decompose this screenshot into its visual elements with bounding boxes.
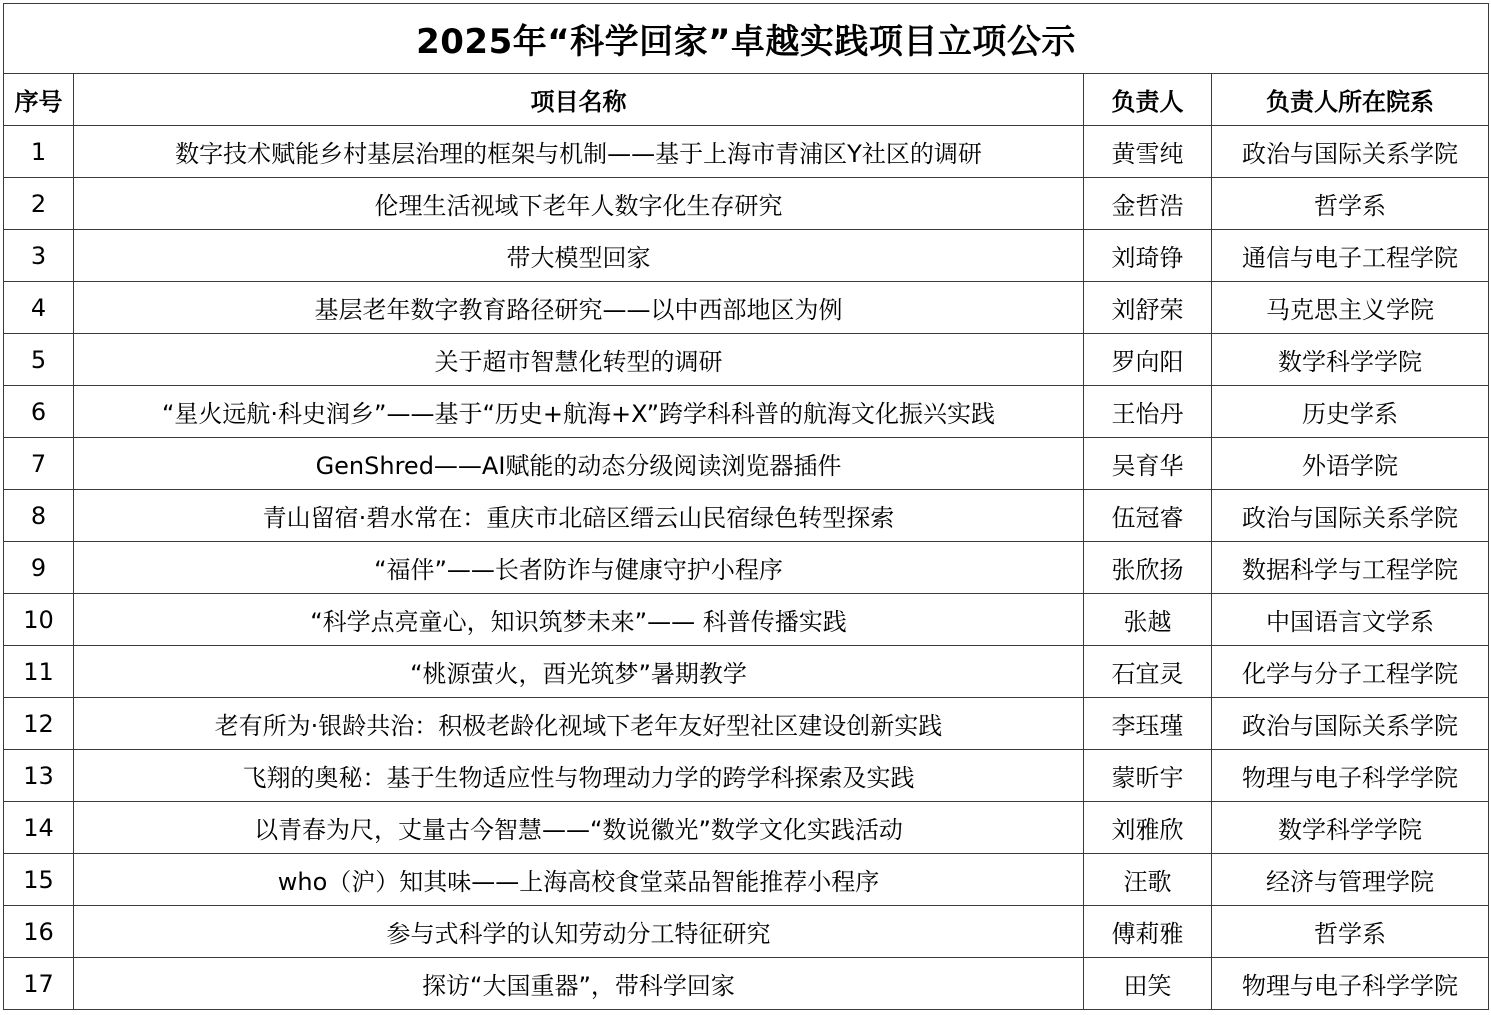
cell-no[interactable]: 6 xyxy=(4,386,74,438)
table-row xyxy=(4,802,1489,854)
cell-department[interactable]: 政治与国际关系学院 xyxy=(1212,698,1489,750)
table-row xyxy=(4,542,1489,594)
cell-department[interactable]: 历史学系 xyxy=(1212,386,1489,438)
project-table xyxy=(3,3,1489,1010)
cell-project-name[interactable]: “桃源萤火，酉光筑梦”暑期教学 xyxy=(74,646,1084,698)
cell-department[interactable]: 哲学系 xyxy=(1212,178,1489,230)
table-row xyxy=(4,490,1489,542)
cell-project-name[interactable]: 带大模型回家 xyxy=(74,230,1084,282)
cell-leader[interactable]: 张越 xyxy=(1084,594,1212,646)
cell-project-name[interactable]: 参与式科学的认知劳动分工特征研究 xyxy=(74,906,1084,958)
cell-project-name[interactable]: 青山留宿·碧水常在：重庆市北碚区缙云山民宿绿色转型探索 xyxy=(74,490,1084,542)
cell-project-name[interactable]: 老有所为·银龄共治：积极老龄化视域下老年友好型社区建设创新实践 xyxy=(74,698,1084,750)
table-title[interactable]: 2025年“科学回家”卓越实践项目立项公示 xyxy=(4,4,1489,74)
cell-no[interactable]: 3 xyxy=(4,230,74,282)
table-row xyxy=(4,230,1489,282)
cell-no[interactable]: 5 xyxy=(4,334,74,386)
cell-no[interactable]: 11 xyxy=(4,646,74,698)
cell-no[interactable]: 7 xyxy=(4,438,74,490)
cell-leader[interactable]: 吴育华 xyxy=(1084,438,1212,490)
cell-project-name[interactable]: “科学点亮童心，知识筑梦未来”—— 科普传播实践 xyxy=(74,594,1084,646)
cell-project-name[interactable]: 数字技术赋能乡村基层治理的框架与机制——基于上海市青浦区Y社区的调研 xyxy=(74,126,1084,178)
header-cell-no[interactable]: 序号 xyxy=(4,74,74,126)
cell-project-name[interactable]: 基层老年数字教育路径研究——以中西部地区为例 xyxy=(74,282,1084,334)
header-cell-department[interactable]: 负责人所在院系 xyxy=(1212,74,1489,126)
cell-no[interactable]: 4 xyxy=(4,282,74,334)
cell-leader[interactable]: 黄雪纯 xyxy=(1084,126,1212,178)
cell-leader[interactable]: 张欣扬 xyxy=(1084,542,1212,594)
table-row xyxy=(4,126,1489,178)
cell-leader[interactable]: 傅莉雅 xyxy=(1084,906,1212,958)
cell-leader[interactable]: 李珏瑾 xyxy=(1084,698,1212,750)
cell-department[interactable]: 外语学院 xyxy=(1212,438,1489,490)
header-row xyxy=(4,74,1489,126)
cell-leader[interactable]: 田笑 xyxy=(1084,958,1212,1010)
cell-no[interactable]: 15 xyxy=(4,854,74,906)
cell-department[interactable]: 哲学系 xyxy=(1212,906,1489,958)
table-row xyxy=(4,698,1489,750)
cell-leader[interactable]: 伍冠睿 xyxy=(1084,490,1212,542)
table-row xyxy=(4,750,1489,802)
cell-leader[interactable]: 刘琦铮 xyxy=(1084,230,1212,282)
cell-no[interactable]: 2 xyxy=(4,178,74,230)
table-row xyxy=(4,958,1489,1010)
cell-no[interactable]: 14 xyxy=(4,802,74,854)
title-row xyxy=(4,4,1489,74)
cell-no[interactable]: 9 xyxy=(4,542,74,594)
cell-department[interactable]: 数据科学与工程学院 xyxy=(1212,542,1489,594)
cell-project-name[interactable]: “星火远航·科史润乡”——基于“历史+航海+X”跨学科科普的航海文化振兴实践 xyxy=(74,386,1084,438)
table-row xyxy=(4,594,1489,646)
cell-department[interactable]: 政治与国际关系学院 xyxy=(1212,126,1489,178)
table-row xyxy=(4,334,1489,386)
table-row xyxy=(4,178,1489,230)
cell-leader[interactable]: 金哲浩 xyxy=(1084,178,1212,230)
cell-department[interactable]: 物理与电子科学学院 xyxy=(1212,750,1489,802)
table-row xyxy=(4,282,1489,334)
cell-department[interactable]: 数学科学学院 xyxy=(1212,334,1489,386)
cell-no[interactable]: 10 xyxy=(4,594,74,646)
cell-leader[interactable]: 蒙昕宇 xyxy=(1084,750,1212,802)
cell-department[interactable]: 政治与国际关系学院 xyxy=(1212,490,1489,542)
cell-no[interactable]: 13 xyxy=(4,750,74,802)
cell-department[interactable]: 经济与管理学院 xyxy=(1212,854,1489,906)
cell-department[interactable]: 中国语言文学系 xyxy=(1212,594,1489,646)
cell-department[interactable]: 数学科学学院 xyxy=(1212,802,1489,854)
table-row xyxy=(4,438,1489,490)
cell-project-name[interactable]: “福伴”——长者防诈与健康守护小程序 xyxy=(74,542,1084,594)
cell-no[interactable]: 12 xyxy=(4,698,74,750)
cell-leader[interactable]: 石宜灵 xyxy=(1084,646,1212,698)
table-row xyxy=(4,386,1489,438)
cell-department[interactable]: 物理与电子科学学院 xyxy=(1212,958,1489,1010)
cell-no[interactable]: 17 xyxy=(4,958,74,1010)
cell-leader[interactable]: 刘舒荣 xyxy=(1084,282,1212,334)
cell-no[interactable]: 8 xyxy=(4,490,74,542)
table-row xyxy=(4,646,1489,698)
cell-department[interactable]: 化学与分子工程学院 xyxy=(1212,646,1489,698)
cell-project-name[interactable]: 探访“大国重器”，带科学回家 xyxy=(74,958,1084,1010)
cell-project-name[interactable]: 飞翔的奥秘：基于生物适应性与物理动力学的跨学科探索及实践 xyxy=(74,750,1084,802)
cell-project-name[interactable]: 关于超市智慧化转型的调研 xyxy=(74,334,1084,386)
cell-leader[interactable]: 罗向阳 xyxy=(1084,334,1212,386)
cell-project-name[interactable]: 伦理生活视域下老年人数字化生存研究 xyxy=(74,178,1084,230)
cell-department[interactable]: 通信与电子工程学院 xyxy=(1212,230,1489,282)
cell-project-name[interactable]: 以青春为尺，丈量古今智慧——“数说徽光”数学文化实践活动 xyxy=(74,802,1084,854)
cell-department[interactable]: 马克思主义学院 xyxy=(1212,282,1489,334)
header-cell-project-name[interactable]: 项目名称 xyxy=(74,74,1084,126)
cell-no[interactable]: 1 xyxy=(4,126,74,178)
cell-leader[interactable]: 王怡丹 xyxy=(1084,386,1212,438)
header-cell-leader[interactable]: 负责人 xyxy=(1084,74,1212,126)
cell-project-name[interactable]: who（沪）知其味——上海高校食堂菜品智能推荐小程序 xyxy=(74,854,1084,906)
cell-leader[interactable]: 刘雅欣 xyxy=(1084,802,1212,854)
cell-leader[interactable]: 汪歌 xyxy=(1084,854,1212,906)
table-row xyxy=(4,854,1489,906)
cell-no[interactable]: 16 xyxy=(4,906,74,958)
table-row xyxy=(4,906,1489,958)
cell-project-name[interactable]: GenShred——AI赋能的动态分级阅读浏览器插件 xyxy=(74,438,1084,490)
